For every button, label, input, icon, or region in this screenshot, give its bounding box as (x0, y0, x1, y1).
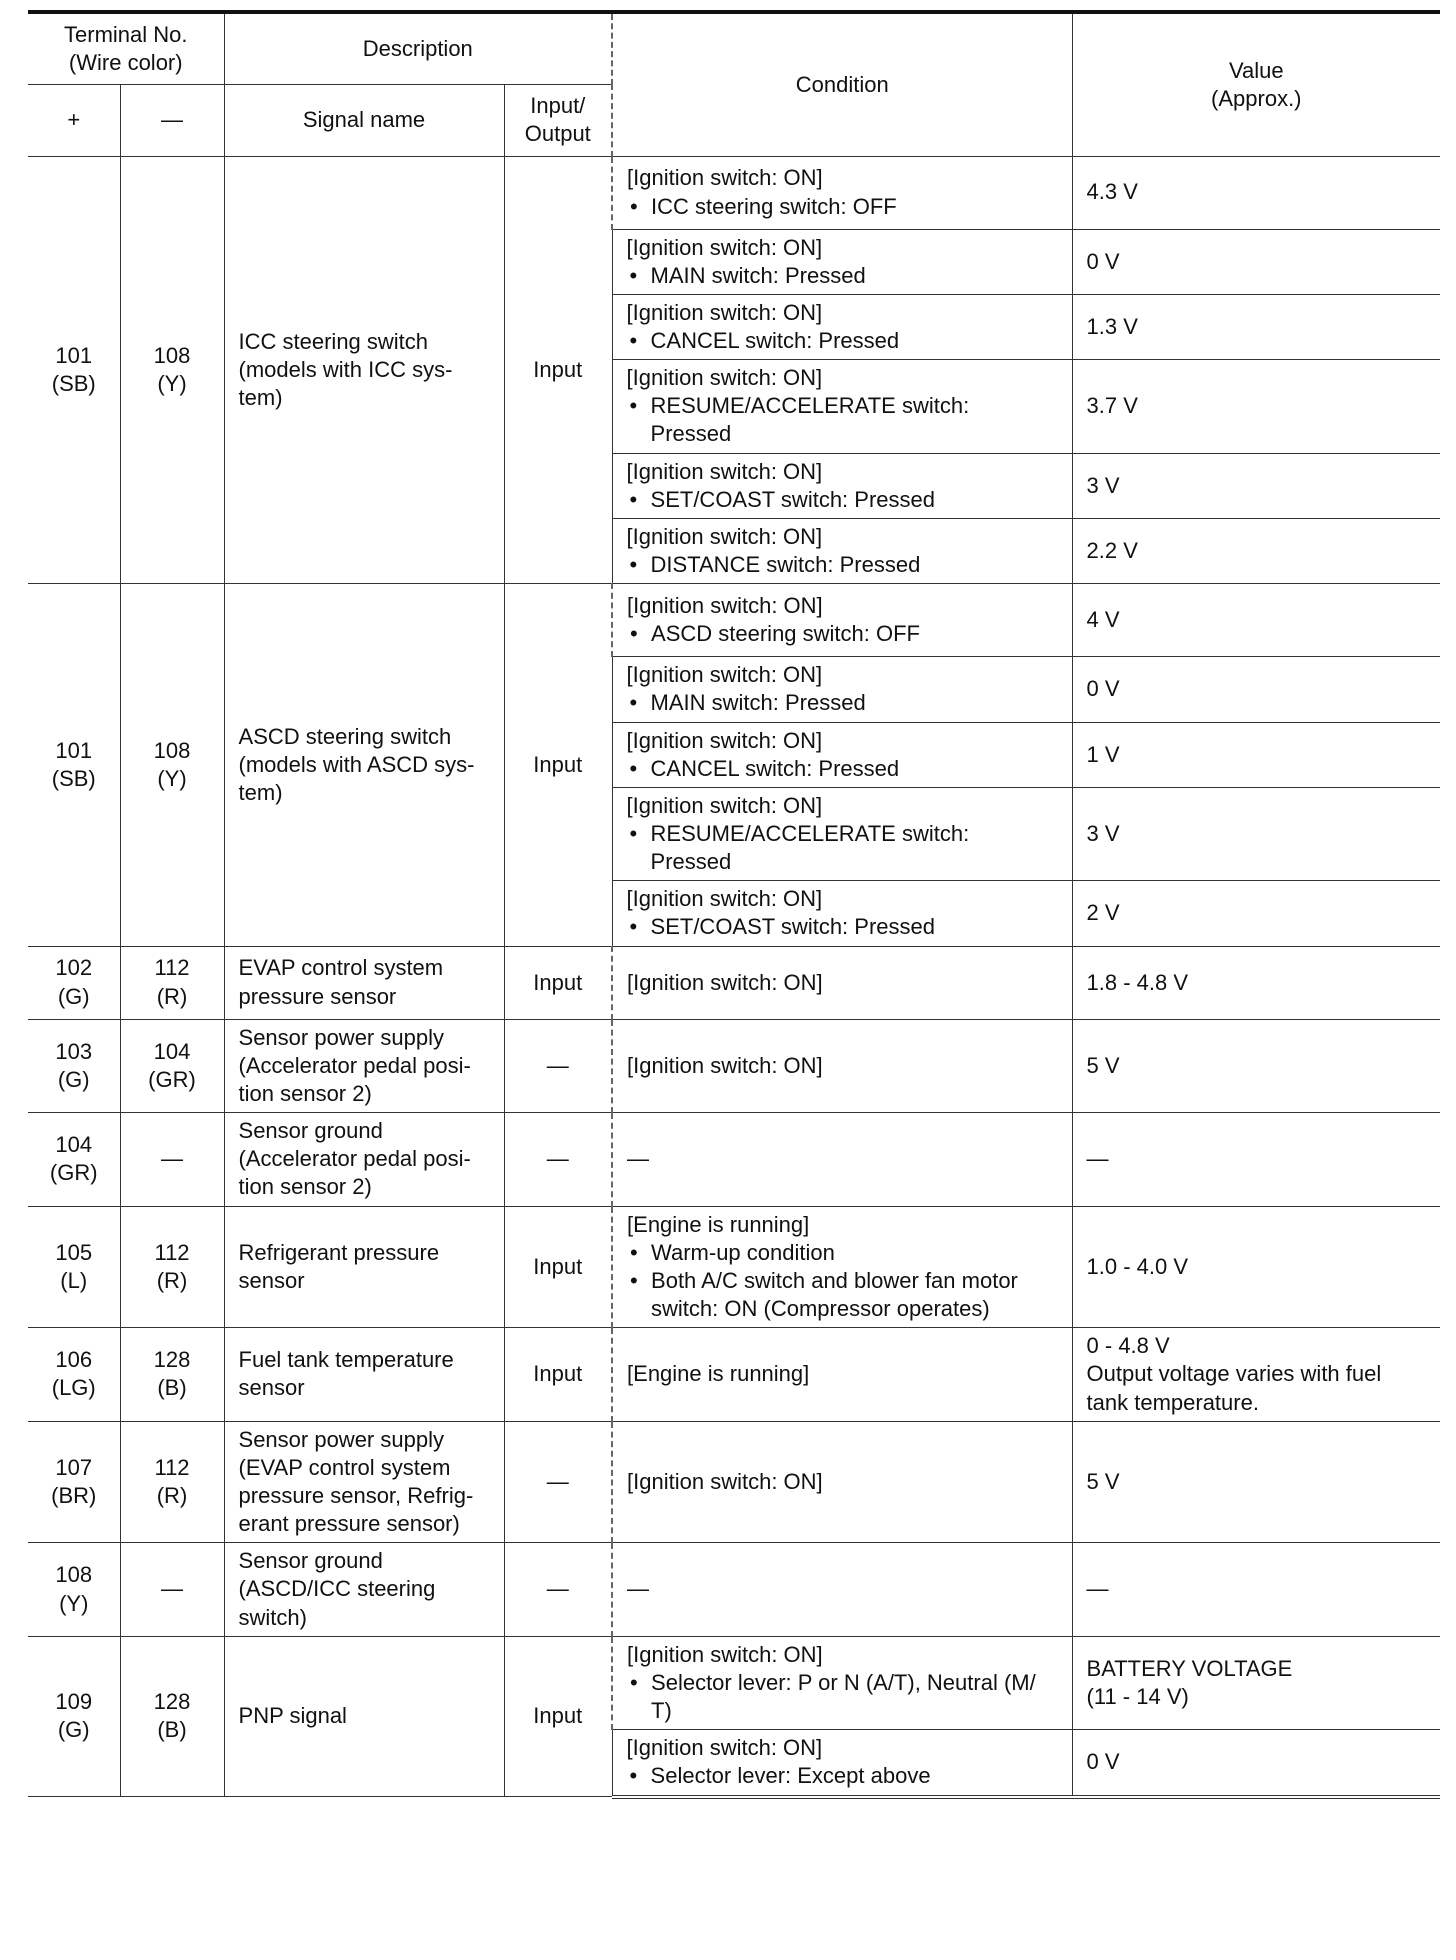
header-signal-name: Signal name (224, 84, 504, 156)
header-terminal-no: Terminal No. (Wire color) (28, 12, 224, 84)
condition-cell (612, 1328, 1072, 1421)
table-row (28, 946, 1440, 1019)
condition-heading: [Ignition switch: ON] (626, 365, 823, 391)
value-cell: 2.2 V (1072, 518, 1440, 583)
value-cell: BATTERY VOLTAGE (11 - 14 V) (1072, 1636, 1440, 1729)
condition-heading: — (627, 1576, 650, 1602)
condition-cell (612, 1730, 1072, 1797)
terminal-plus-cell: 101 (SB) (28, 584, 120, 946)
terminal-minus-cell: 104 (GR) (120, 1019, 224, 1112)
condition-heading: — (627, 1146, 650, 1172)
condition-cell (612, 1636, 1072, 1729)
input-output-cell: Input (504, 946, 612, 1019)
condition-cell (612, 156, 1072, 229)
value-cell: 1.0 - 4.0 V (1072, 1206, 1440, 1328)
header-value: Value (Approx.) (1072, 12, 1440, 156)
condition-cell (612, 1206, 1072, 1328)
signal-name-cell: PNP signal (224, 1636, 504, 1796)
terminal-plus-cell: 107 (BR) (28, 1421, 120, 1543)
signal-name-cell: Sensor ground (Accelerator pedal posi- tion sensor 2) (224, 1113, 504, 1206)
condition-cell (612, 946, 1072, 1019)
terminal-minus-cell: 128 (B) (120, 1328, 224, 1421)
signal-name-cell: Fuel tank temperature sensor (224, 1328, 504, 1421)
condition-bullet: • SET/COAST switch: Pressed (627, 913, 1058, 941)
condition-heading: [Ignition switch: ON] (626, 1735, 823, 1761)
value-cell: 0 V (1072, 229, 1440, 294)
value-cell: 3.7 V (1072, 360, 1440, 453)
table-row (28, 1328, 1440, 1421)
terminal-minus-cell: 112 (R) (120, 1421, 224, 1543)
condition-cell (612, 722, 1072, 787)
terminal-minus-cell: — (120, 1113, 224, 1206)
header-plus: + (28, 84, 120, 156)
input-output-cell: Input (504, 1206, 612, 1328)
input-output-cell: — (504, 1421, 612, 1543)
header-input-output: Input/ Output (504, 84, 612, 156)
condition-cell (612, 294, 1072, 359)
condition-cell (612, 787, 1072, 880)
condition-cell (612, 1113, 1072, 1206)
condition-heading: [Ignition switch: ON] (627, 1052, 823, 1078)
terminal-plus-cell: 101 (SB) (28, 156, 120, 584)
condition-heading: [Engine is running] (627, 1361, 810, 1387)
value-cell: 4.3 V (1072, 156, 1440, 229)
condition-heading: [Ignition switch: ON] (626, 299, 823, 325)
value-cell: 1.8 - 4.8 V (1072, 946, 1440, 1019)
terminal-plus-cell: 102 (G) (28, 946, 120, 1019)
value-cell: 1.3 V (1072, 294, 1440, 359)
table-row (28, 584, 1440, 657)
terminal-minus-cell: 108 (Y) (120, 156, 224, 584)
condition-cell (612, 1543, 1072, 1636)
condition-cell (612, 518, 1072, 583)
value-cell: — (1072, 1543, 1440, 1636)
value-cell: 5 V (1072, 1019, 1440, 1112)
input-output-cell: Input (504, 1636, 612, 1796)
input-output-cell: — (504, 1543, 612, 1636)
condition-heading: [Ignition switch: ON] (626, 662, 823, 688)
table-row (28, 1543, 1440, 1636)
table-row (28, 156, 1440, 229)
table-row (28, 1206, 1440, 1328)
condition-bullet: • RESUME/ACCELERATE switch: Pressed (627, 392, 1058, 448)
signal-name-cell: Refrigerant pressure sensor (224, 1206, 504, 1328)
terminal-plus-cell: 104 (GR) (28, 1113, 120, 1206)
value-cell: 3 V (1072, 787, 1440, 880)
terminal-plus-cell: 108 (Y) (28, 1543, 120, 1636)
condition-heading: [Ignition switch: ON] (627, 593, 823, 619)
signal-name-cell: Sensor power supply (Accelerator pedal posi- tion sensor 2) (224, 1019, 504, 1112)
terminal-minus-cell: 112 (R) (120, 1206, 224, 1328)
condition-cell (612, 1019, 1072, 1112)
table-row (28, 1421, 1440, 1543)
input-output-cell: — (504, 1113, 612, 1206)
table-row (28, 1019, 1440, 1112)
input-output-cell: Input (504, 1328, 612, 1421)
condition-heading: [Engine is running] (627, 1211, 810, 1237)
condition-bullet: • MAIN switch: Pressed (627, 689, 1058, 717)
condition-bullet: • CANCEL switch: Pressed (627, 327, 1058, 355)
terminal-minus-cell: 108 (Y) (120, 584, 224, 946)
header-condition: Condition (612, 12, 1072, 156)
condition-heading: [Ignition switch: ON] (627, 165, 823, 191)
condition-heading: [Ignition switch: ON] (626, 792, 823, 818)
condition-bullet: • Both A/C switch and blower fan motor switch: ON (Compressor operates) (627, 1267, 1058, 1323)
header-description: Description (224, 12, 612, 84)
table-row (28, 1113, 1440, 1206)
table-header (28, 12, 1440, 156)
table-body (28, 156, 1440, 1797)
condition-bullet: • CANCEL switch: Pressed (627, 755, 1058, 783)
condition-bullet: • SET/COAST switch: Pressed (627, 486, 1058, 514)
condition-heading: [Ignition switch: ON] (626, 523, 823, 549)
terminal-minus-cell: 128 (B) (120, 1636, 224, 1796)
table-row (28, 1636, 1440, 1729)
terminal-minus-cell: — (120, 1543, 224, 1636)
condition-cell (612, 229, 1072, 294)
condition-bullet: • DISTANCE switch: Pressed (627, 551, 1058, 579)
condition-bullet: • MAIN switch: Pressed (627, 262, 1058, 290)
condition-cell (612, 1421, 1072, 1543)
terminal-table (28, 10, 1440, 1799)
condition-bullet: • Selector lever: Except above (627, 1762, 1058, 1790)
terminal-plus-cell: 106 (LG) (28, 1328, 120, 1421)
condition-heading: [Ignition switch: ON] (626, 458, 823, 484)
input-output-cell: Input (504, 156, 612, 584)
condition-cell (612, 584, 1072, 657)
input-output-cell: Input (504, 584, 612, 946)
terminal-minus-cell: 112 (R) (120, 946, 224, 1019)
signal-name-cell: EVAP control system pressure sensor (224, 946, 504, 1019)
condition-heading: [Ignition switch: ON] (627, 1468, 823, 1494)
condition-heading: [Ignition switch: ON] (627, 969, 823, 995)
terminal-plus-cell: 109 (G) (28, 1636, 120, 1796)
signal-name-cell: ICC steering switch (models with ICC sys- tem) (224, 156, 504, 584)
signal-name-cell: ASCD steering switch (models with ASCD sys- tem) (224, 584, 504, 946)
value-cell: 5 V (1072, 1421, 1440, 1543)
value-cell: 3 V (1072, 453, 1440, 518)
value-cell: 4 V (1072, 584, 1440, 657)
value-cell: 1 V (1072, 722, 1440, 787)
condition-cell (612, 360, 1072, 453)
condition-heading: [Ignition switch: ON] (626, 886, 823, 912)
condition-bullet: • ASCD steering switch: OFF (627, 620, 1058, 648)
condition-cell (612, 881, 1072, 946)
terminal-plus-cell: 105 (L) (28, 1206, 120, 1328)
input-output-cell: — (504, 1019, 612, 1112)
condition-heading: [Ignition switch: ON] (626, 234, 823, 260)
condition-heading: [Ignition switch: ON] (627, 1641, 823, 1667)
value-cell: — (1072, 1113, 1440, 1206)
condition-heading: [Ignition switch: ON] (626, 727, 823, 753)
signal-name-cell: Sensor ground (ASCD/ICC steering switch) (224, 1543, 504, 1636)
signal-name-cell: Sensor power supply (EVAP control system pressure sensor, Refrig- erant pressure sensor) (224, 1421, 504, 1543)
condition-bullet: • ICC steering switch: OFF (627, 193, 1058, 221)
terminal-plus-cell: 103 (G) (28, 1019, 120, 1112)
value-cell: 2 V (1072, 881, 1440, 946)
condition-bullet: • Selector lever: P or N (A/T), Neutral (M/ T) (627, 1669, 1058, 1725)
condition-bullet: • Warm-up condition (627, 1239, 1058, 1267)
condition-bullet: • RESUME/ACCELERATE switch: Pressed (627, 820, 1058, 876)
value-cell: 0 V (1072, 657, 1440, 722)
condition-cell (612, 453, 1072, 518)
value-cell: 0 - 4.8 V Output voltage varies with fuel tank temperature. (1072, 1328, 1440, 1421)
condition-cell (612, 657, 1072, 722)
value-cell: 0 V (1072, 1730, 1440, 1797)
header-minus: — (120, 84, 224, 156)
